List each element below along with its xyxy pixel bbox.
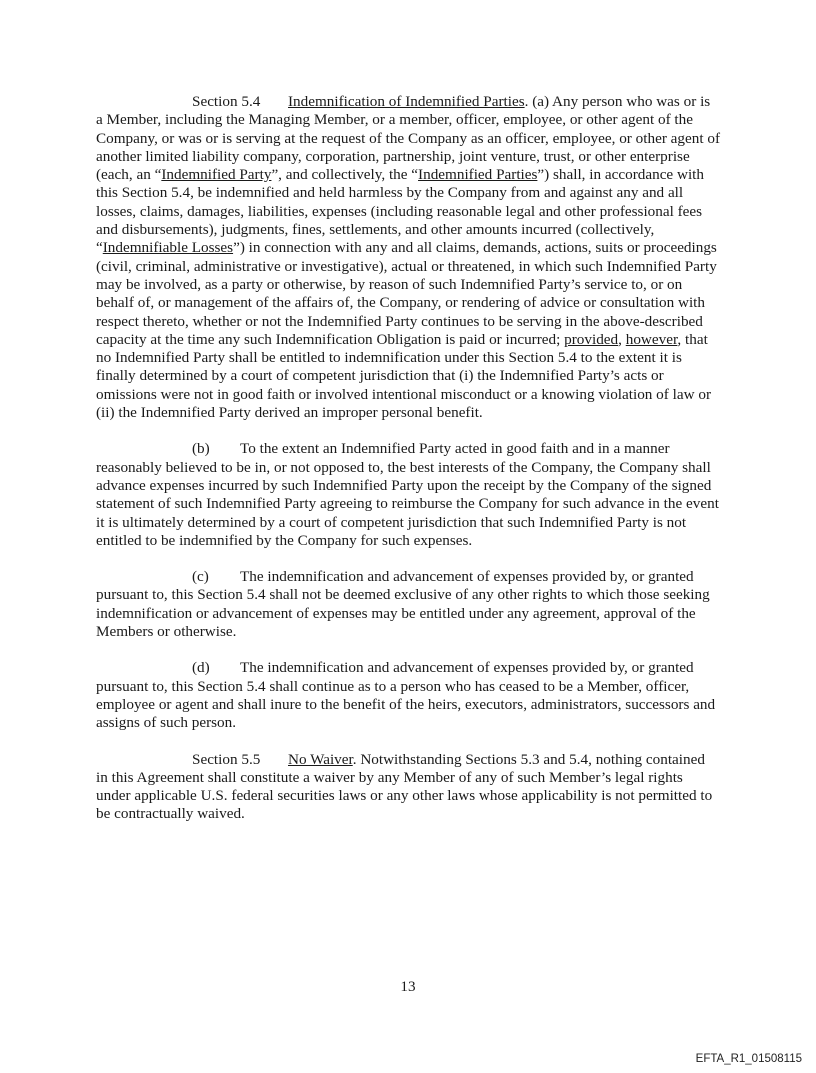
subsection-d-paragraph	[96, 659, 720, 732]
section-5-4-text-5: ,	[618, 330, 626, 348]
subsection-b-paragraph	[96, 440, 720, 550]
subsection-b-text: To the extent an Indemnified Party acted in good faith and in a manner reasonably believed to be in, or not opposed to, the best interests of the Company, the Company shall advance expenses incurred by such Indemnified Party upon the receipt by the Company of the signed statement of such Indemnified Party agreeing to reimburse the Company for such advance in the event it is ultimately determined by a court of competent jurisdiction that such Indemnified Party is not entitled to be indemnified by the Company for such expenses.	[96, 440, 719, 549]
term-provided: provided	[564, 330, 619, 348]
section-5-4-paragraph	[96, 93, 720, 422]
section-5-5-paragraph	[96, 751, 720, 824]
defined-term-indemnified-party: Indemnified Party	[161, 166, 272, 184]
subsection-c-paragraph	[96, 568, 720, 641]
defined-term-indemnifiable-losses: Indemnifiable Losses	[102, 239, 234, 257]
section-5-4-text-3: ”) shall, in accordance with this Section 5.4, be indemnified and held harmless by the Company from and against any and all losses, claims, damages, liabilities, expenses (including reasonable legal and other professional fees and disbursements), judgments, fines, settlements, and other amounts incurred (collectively, “	[96, 166, 704, 257]
subsection-c-label: (c)	[192, 568, 209, 586]
section-5-5-label: Section 5.5	[192, 750, 261, 768]
section-5-5-title: No Waiver	[288, 750, 353, 768]
section-5-5-text: . Notwithstanding Sections 5.3 and 5.4, nothing contained in this Agreement shall constitute a waiver by any Member of any of such Member’s legal rights under applicable U.S. federal securities laws or any other laws whose applicability is not permitted to be contractually waived.	[96, 750, 713, 823]
defined-term-indemnified-parties: Indemnified Parties	[418, 166, 538, 184]
section-5-4-label: Section 5.4	[192, 93, 261, 110]
subsection-c-text: The indemnification and advancement of expenses provided by, or granted pursuant to, this Section 5.4 shall not be deemed exclusive of any other rights to which those seeking indemnification or advancement of expenses may be entitled under any agreement, approval of the Members or otherwise.	[96, 568, 710, 641]
section-5-4-text-1: . (a) Any person who was or is a Member, including the Managing Member, or a member, officer, employee, or other agent of the Company, or was or is serving at the request of the Company as an officer, employee, or other agent of another limited liability company, corporation, partnership, joint venture, trust, or other enterprise (each, an “	[96, 93, 721, 184]
subsection-d-text: The indemnification and advancement of expenses provided by, or granted pursuant to, this Section 5.4 shall continue as to a person who has ceased to be a Member, officer, employee or agent and shall inure to the benefit of the heirs, executors, administrators, successors and assigns of such person.	[96, 659, 716, 732]
section-5-4-title: Indemnification of Indemnified Parties	[288, 93, 525, 110]
document-id: EFTA_R1_01508115	[695, 1053, 802, 1065]
document-body	[96, 93, 720, 842]
section-5-4-text-4: ”) in connection with any and all claims, demands, actions, suits or proceedings (civil, criminal, administrative or investigative), actual or threatened, in which such Indemnified Party may be involved, as a party or otherwise, by reason of such Indemnified Party’s service to, or on behalf of, or management of the affairs of, the Company, or rendering of advice or consultation with respect thereto, whether or not the Indemnified Party continues to be serving in the above-described capacity at the time any such Indemnification Obligation is paid or incurred;	[96, 239, 717, 348]
section-5-4-text-6: , that no Indemnified Party shall be entitled to indemnification under this Section 5.4 to the extent it is finally determined by a court of competent jurisdiction that (i) the Indemnified Party’s acts or omissions were not in good faith or involved intentional misconduct or a knowing violation of law or (ii) the Indemnified Party derived an improper personal benefit.	[96, 330, 711, 422]
term-however: however	[625, 330, 678, 348]
page-number: 13	[400, 978, 416, 995]
section-5-4-text-2: ”, and collectively, the “	[271, 166, 419, 184]
subsection-b-label: (b)	[192, 440, 210, 458]
subsection-d-label: (d)	[192, 659, 210, 677]
